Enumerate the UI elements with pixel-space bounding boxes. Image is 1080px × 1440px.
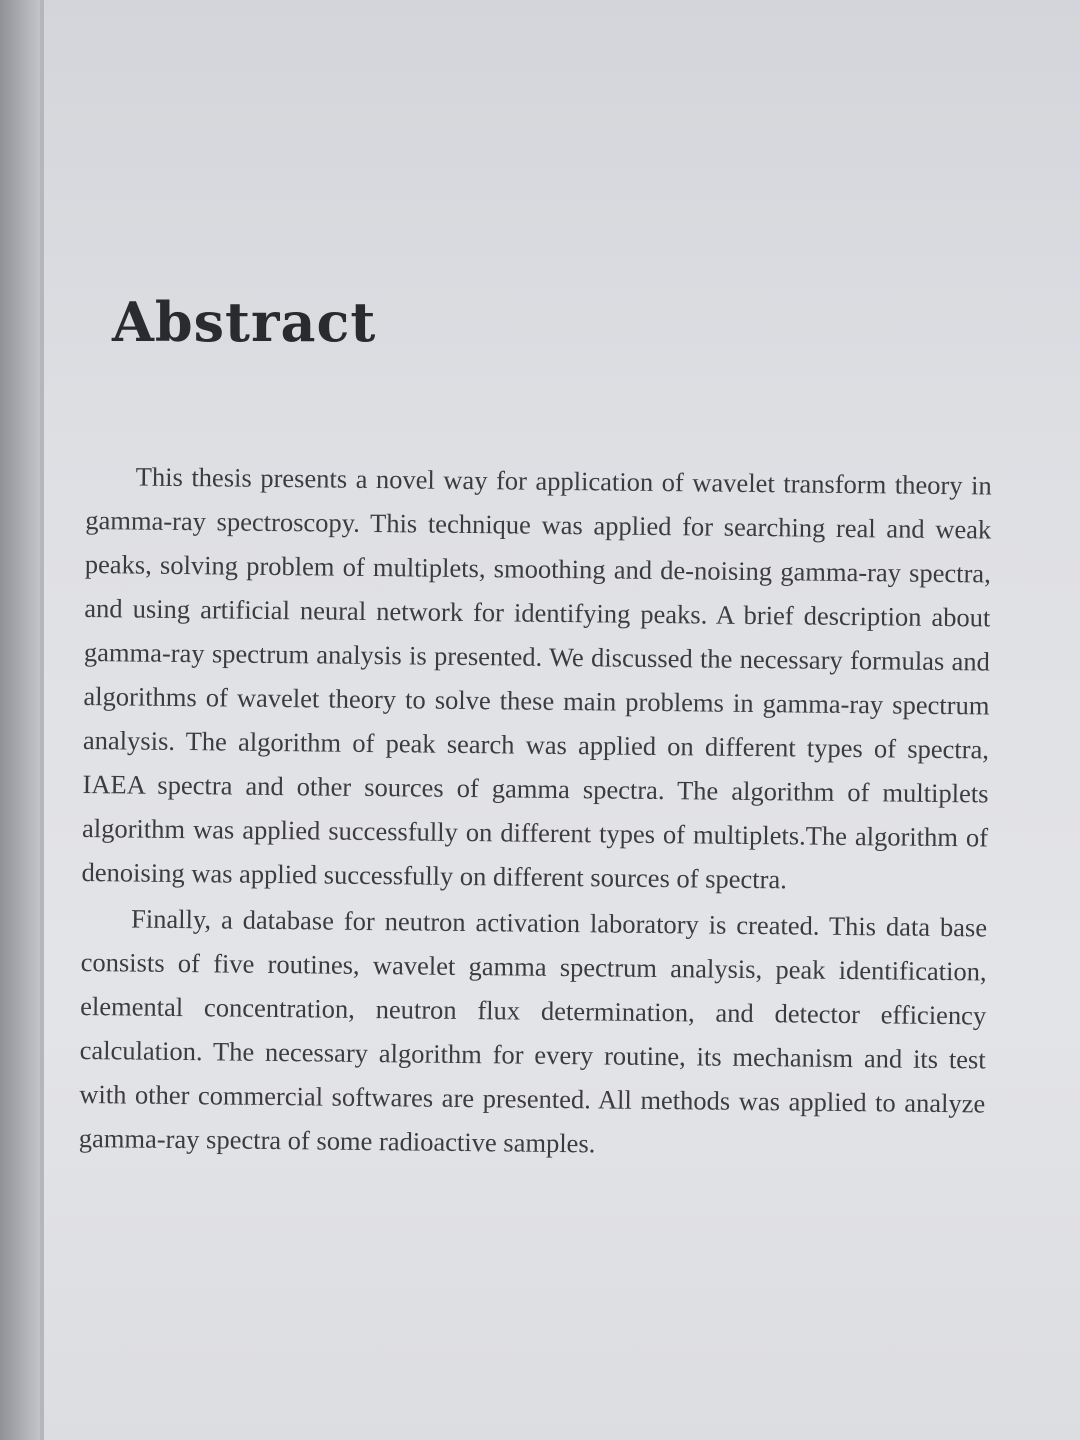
page-title: Abstract — [112, 290, 377, 354]
book-spine-shadow — [0, 0, 44, 1440]
abstract-paragraph-1: This thesis presents a novel way for application of wavelet transform theory in gamma-ray spectroscopy. This technique was applied for searching real and weak peaks, solving problem of multiplets, smoothing and de-noising gamma-ray spectra, and using artificial neural network for identifying peaks. A brief description about gamma-ray spectrum analysis is presented. We discussed the necessary formulas and algorithms of wavelet theory to solve these main problems in gamma-ray spectrum analysis. The algorithm of peak search was applied on different types of spectra, IAEA spectra and other sources of gamma spectra. The algorithm of multiplets algorithm was applied successfully on different types of multiplets.The algorithm of denoising was applied successfully on different sources of spectra. — [81, 461, 992, 895]
page-edge — [40, 0, 44, 1440]
abstract-paragraph-2: Finally, a database for neutron activation laboratory is created. This data base consists of five routines, wavelet gamma spectrum analysis, peak identification, elemental concentration, neutron flux determination, and detector efficiency calculation. The necessary algorithm for every routine, its mechanism and its test with other commercial softwares are presented. All methods was applied to analyze gamma-ray spectra of some radioactive samples. — [78, 903, 988, 1159]
abstract-body — [79, 454, 992, 1169]
